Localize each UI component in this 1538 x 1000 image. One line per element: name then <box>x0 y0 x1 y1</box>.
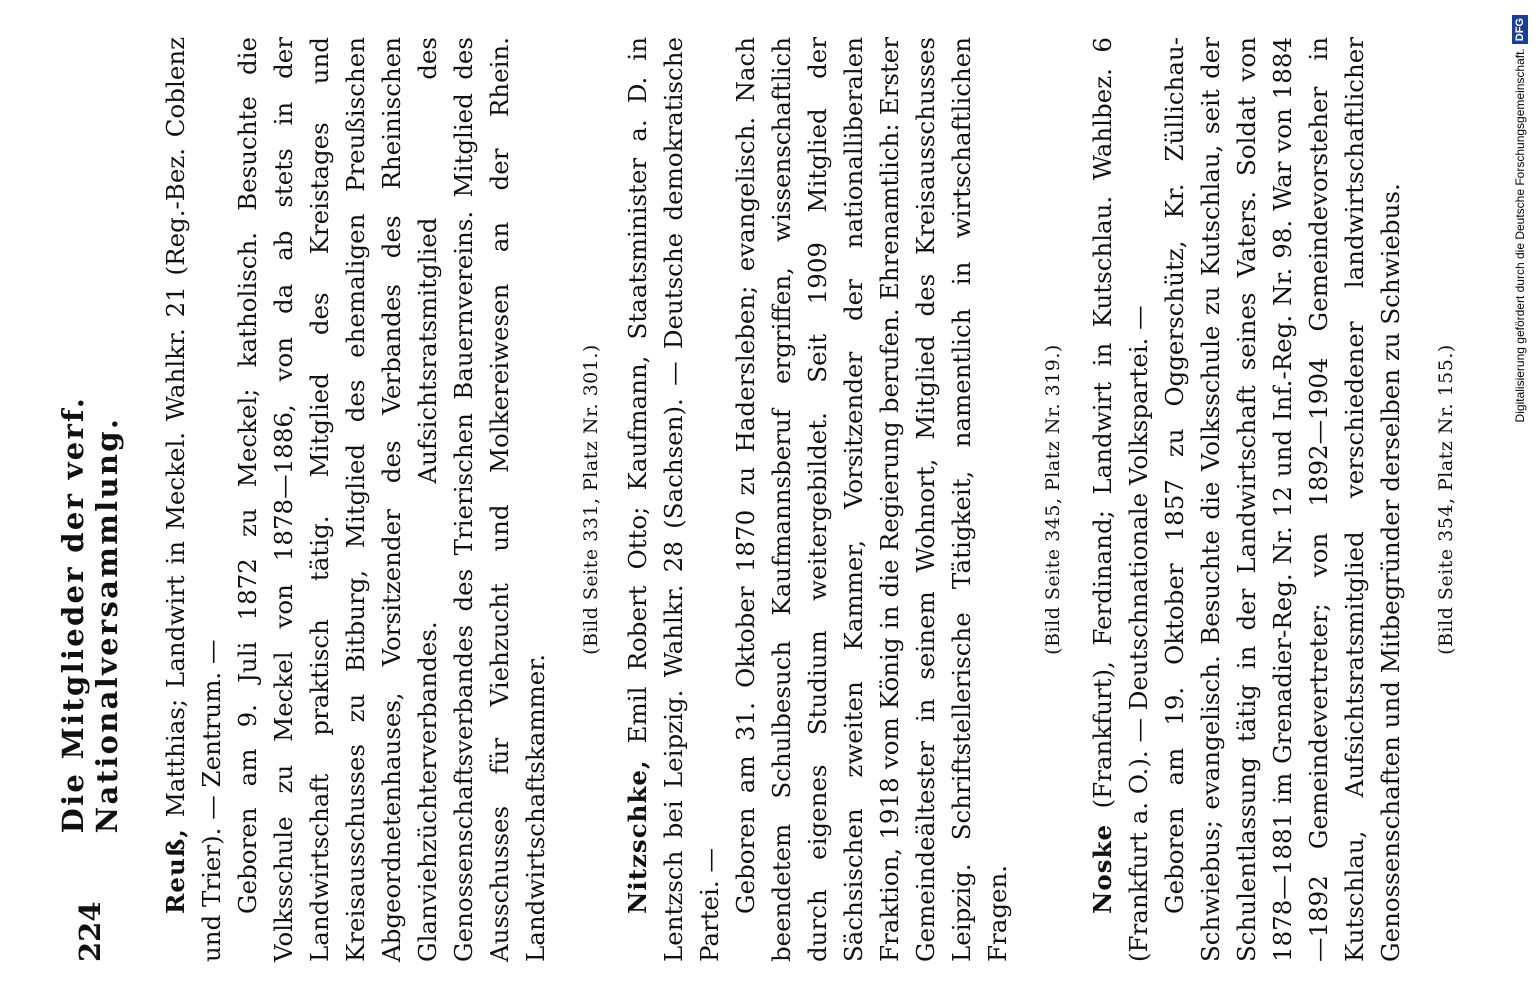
entry-intro <box>1085 37 1157 962</box>
image-reference: (Bild Seite 331, Platz Nr. 301.) <box>580 344 602 655</box>
member-name: Nitzschke, <box>623 759 652 914</box>
running-header <box>56 37 124 962</box>
member-entry-reuss <box>158 37 602 962</box>
digitization-credit <box>1509 15 1531 995</box>
member-details: Emil Robert Otto; Kaufmann, Staatsminister a. D. in Lentzsch bei Leipzig. Wahlkr. 28 (Sachsen). — Deutsche demokratische Partei. — <box>623 37 724 962</box>
page-number: 224 <box>73 901 107 962</box>
member-entry-nitzschke <box>620 37 1064 962</box>
member-details: (Frankfurt), Ferdinand; Landwirt in Kutschlau. Wahlbez. 6 (Frankfurt a. O.). — Deutschnationale Volkspartei. — <box>1088 36 1153 962</box>
entry-biography: Geboren am 9. Juli 1872 zu Meckel; katholisch. Besuchte die Volksschule zu Meckel von 1878—1886, von da ab stets in der Landwirtschaft praktisch tätig. Mitglied des Kreistages und Kreisausschusses zu Bitburg, Mitglied des ehemaligen Preußischen Abgeordnetenhauses, Vorsitzender des Verbandes des Rheinischen Glanviehzüchterverbandes. Aufsichtsratsmitglied des Genossenschaftsverbandes des Trierischen Bauernvereins. Mitglied des Ausschusses für Viehzucht und Molkereiwesen an der Rhein. Landwirtschaftskammer. <box>233 37 550 962</box>
rotated-page-content <box>56 36 1480 962</box>
entry-intro <box>158 37 230 962</box>
member-details: Matthias; Landwirt in Meckel. Wahlkr. 21 (Reg.-Bez. Coblenz und Trier). — Zentrum. — <box>161 37 226 962</box>
image-reference: (Bild Seite 354, Platz Nr. 155.) <box>1435 344 1457 655</box>
member-entry-noske <box>1085 37 1457 962</box>
image-reference: (Bild Seite 345, Platz Nr. 319.) <box>1042 344 1064 655</box>
dfg-logo: DFG <box>1512 15 1528 44</box>
entry-biography: Geboren am 19. Oktober 1857 zu Oggerschütz, Kr. Züllichau-Schwiebus; evangelisch. Besuchte die Volksschule zu Kutschlau, seit der Schulentlassung tätig in der Landwirtschaft seines Vaters. Soldat von 1878—1881 im Grenadier-Reg. Nr. 12 und Inf.-Reg. Nr. 98. War von 1884—1892 Gemeindevertreter; von 1892—1904 Gemeindevorsteher in Kutschlau, Aufsichtsratsmitglied verschiedener landwirtschaftlicher Genossenschaften und Mitbegründer derselben zu Schwiebus. <box>1160 37 1405 962</box>
credit-text: Digitalisierung gefördert durch die Deutsche Forschungsgemeinschaft. <box>1513 48 1527 423</box>
page-title: Die Mitglieder der verf. Nationalversammlung. <box>56 395 124 834</box>
member-name: Noske <box>1088 823 1117 914</box>
member-name: Reuß, <box>161 828 190 914</box>
entry-intro <box>620 37 728 962</box>
entry-biography: Geboren am 31. Oktober 1870 zu Hadersleben; evangelisch. Nach beendetem Schulbesuch Kaufmannsberuf ergriffen, wissenschaftlich durch eigenes Studium weitergebildet. Seit 1909 Mitglied der Sächsischen zweiten Kammer, Vorsitzender der nationalliberalen Fraktion, 1918 vom König in die Regierung berufen. Ehrenamtlich: Erster Gemeindeältester in seinem Wohnort, Mitglied des Kreisausschusses Leipzig. Schriftstellerische Tätigkeit, namentlich in wirtschaftlichen Fragen. <box>731 37 1012 962</box>
